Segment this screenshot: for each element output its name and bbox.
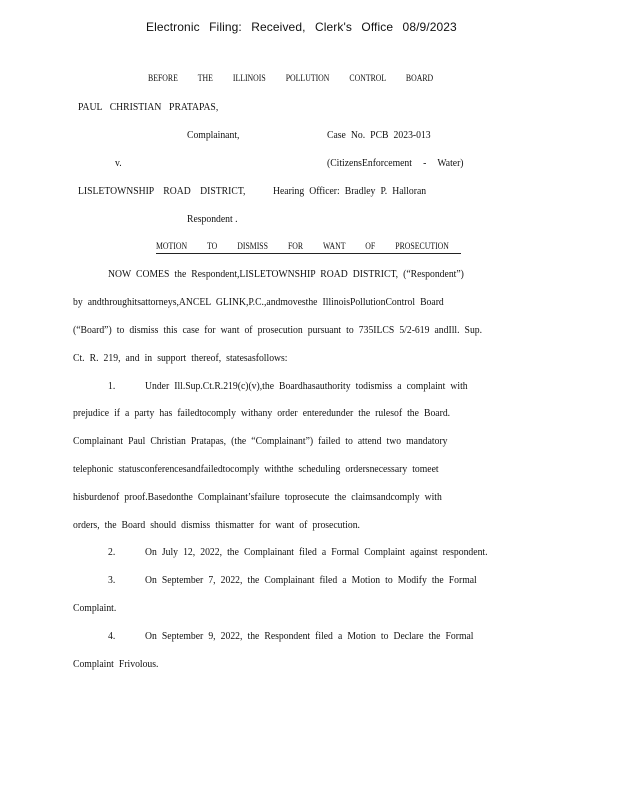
intro-line: by andthroughitsattorneys,ANCEL GLINK,P.C.,andmovesthe IllinoisPollutionControl Board	[73, 296, 444, 308]
intro-line: Ct. R. 219, and in support thereof, statesasfollows:	[73, 352, 288, 364]
case-type: (CitizensEnforcement - Water)	[327, 157, 464, 169]
title-underline	[156, 253, 461, 254]
paragraph-line: telephonic statusconferencesandfailedtocomply withthe scheduling ordersnecessary tomeet	[73, 463, 439, 475]
motion-title: MOTION TO DISMISS FOR WANT OF PROSECUTION	[156, 242, 449, 252]
board-heading: BEFORE THE ILLINOIS POLLUTION CONTROL BOARD	[148, 74, 434, 84]
paragraph-line: On September 9, 2022, the Respondent filed a Motion to Declare the Formal	[145, 630, 474, 642]
paragraph-line: hisburdenof proof.Basedonthe Complainant’sfailure toprosecute the claimsandcomply with	[73, 491, 442, 503]
intro-line: NOW COMES the Respondent,LISLETOWNSHIP ROAD DISTRICT, (“Respondent”)	[108, 268, 464, 280]
paragraph-line: Under Ill.Sup.Ct.R.219(c)(v),the Boardhasauthority todismiss a complaint with	[145, 380, 468, 392]
paragraph-line: On July 12, 2022, the Complainant filed a Formal Complaint against respondent.	[145, 546, 488, 558]
paragraph-line: On September 7, 2022, the Complainant filed a Motion to Modify the Formal	[145, 574, 477, 586]
paragraph-line: orders, the Board should dismiss thismatter for want of prosecution.	[73, 519, 360, 531]
case-number: Case No. PCB 2023-013	[327, 129, 431, 141]
filing-stamp: Electronic Filing: Received, Clerk's Office 08/9/2023	[146, 20, 457, 34]
complainant-role: Complainant,	[187, 129, 240, 141]
respondent-name: LISLETOWNSHIP ROAD DISTRICT,	[78, 185, 246, 197]
complainant-name: PAUL CHRISTIAN PRATAPAS,	[78, 101, 219, 113]
paragraph-number: 2.	[108, 546, 116, 558]
respondent-role: Respondent .	[187, 213, 238, 225]
paragraph-line: Complaint.	[73, 602, 117, 614]
paragraph-line: prejudice if a party has failedtocomply withany order enteredunder the rulesof the Board.	[73, 407, 451, 419]
hearing-officer: Hearing Officer: Bradley P. Halloran	[273, 185, 427, 197]
paragraph-line: Complainant Paul Christian Pratapas, (the “Complainant”) failed to attend two mandatory	[73, 435, 448, 447]
paragraph-number: 1.	[108, 380, 116, 392]
paragraph-number: 4.	[108, 630, 116, 642]
versus: v.	[115, 157, 122, 169]
paragraph-number: 3.	[108, 574, 116, 586]
paragraph-line: Complaint Frivolous.	[73, 658, 159, 670]
intro-line: (“Board”) to dismiss this case for want of prosecution pursuant to 735ILCS 5/2-619 andIll. Sup.	[73, 324, 483, 336]
